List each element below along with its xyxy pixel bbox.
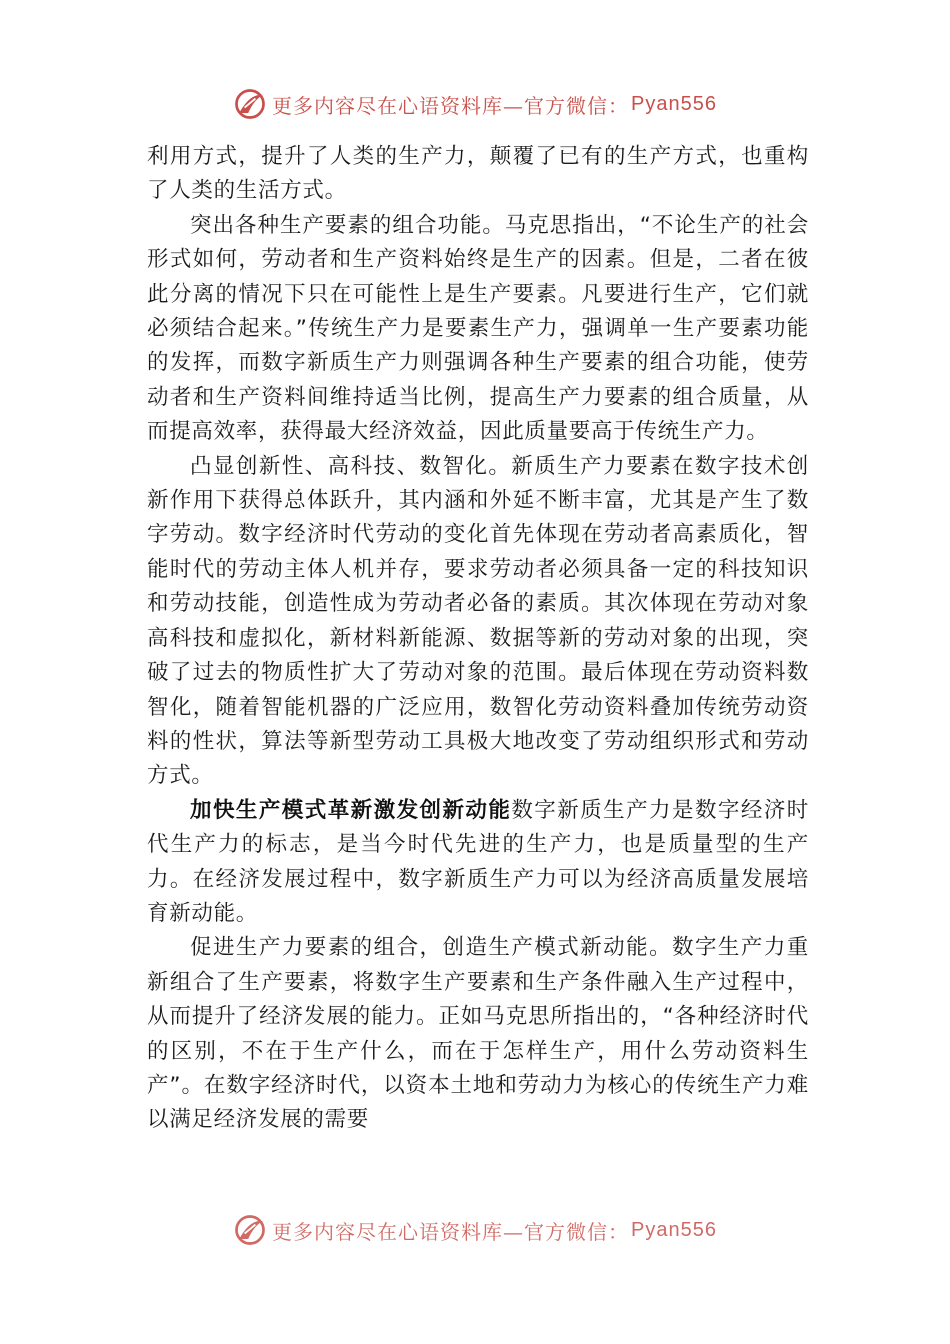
paragraph: 利用方式，提升了人类的生产力，颠覆了已有的生产方式，也重构了人类的生活方式。 <box>147 144 809 204</box>
paragraph-with-heading <box>147 794 809 932</box>
paragraph: 促进生产力要素的组合，创造生产模式新动能。数字生产力重新组合了生产要素，将数字生产要素和生产条件融入生产过程中，从而提升了经济发展的能力。正如马克思所指出的，“各种经济时代的区别，不在于生产什么，而在于怎样生产，用什么劳动资料生产”。在数字经济时代，以资本土地和劳动力为核心的传统生产力难以满足经济发展的需要 <box>147 935 809 1133</box>
watermark-text: 更多内容尽在心语资料库—官方微信： <box>272 1219 629 1244</box>
paragraph: 突出各种生产要素的组合功能。马克思指出，“不论生产的社会形式如何，劳动者和生产资料始终是生产的因素。但是，二者在彼此分离的情况下只在可能性上是生产要素。凡要进行生产，它们就必须结合起来。”传统生产力是要素生产力，强调单一生产要素功能的发挥，而数字新质生产力则强调各种生产要素的组合功能，使劳动者和生产资料间维持适当比例，提高生产力要素的组合质量，从而提高效率，获得最大经济效益，因此质量要高于传统生产力。 <box>147 212 809 445</box>
watermark-text: 更多内容尽在心语资料库—官方微信： <box>272 93 629 118</box>
section-heading: 加快生产模式革新激发创新动能 <box>190 797 512 823</box>
watermark-wechat-id: Pyan556 <box>631 92 717 115</box>
paragraph-body: 数字新质生产力是数字经济时代生产力的标志，是当今时代先进的生产力，也是质量型的生产力。在经济发展过程中，数字新质生产力可以为经济高质量发展培育新动能。 <box>147 797 809 926</box>
watermark-wechat-id: Pyan556 <box>631 1218 717 1241</box>
watermark-header <box>232 86 717 122</box>
paragraph: 凸显创新性、高科技、数智化。新质生产力要素在数字技术创新作用下获得总体跃升，其内涵和外延不断丰富，尤其是产生了数字劳动。数字经济时代劳动的变化首先体现在劳动者高素质化，智能时代的劳动主体人机并存，要求劳动者必须具备一定的科技知识和劳动技能，创造性成为劳动者必备的素质。其次体现在劳动对象高科技和虚拟化，新材料新能源、数据等新的劳动对象的出现，突破了过去的物质性扩大了劳动对象的范围。最后体现在劳动资料数智化，随着智能机器的广泛应用，数智化劳动资料叠加传统劳动资料的性状，算法等新型劳动工具极大地改变了劳动组织形式和劳动方式。 <box>147 453 809 789</box>
document-body <box>147 140 809 1138</box>
watermark-logo-icon <box>232 86 268 122</box>
watermark-logo-icon <box>232 1212 268 1248</box>
watermark-footer <box>232 1212 717 1248</box>
